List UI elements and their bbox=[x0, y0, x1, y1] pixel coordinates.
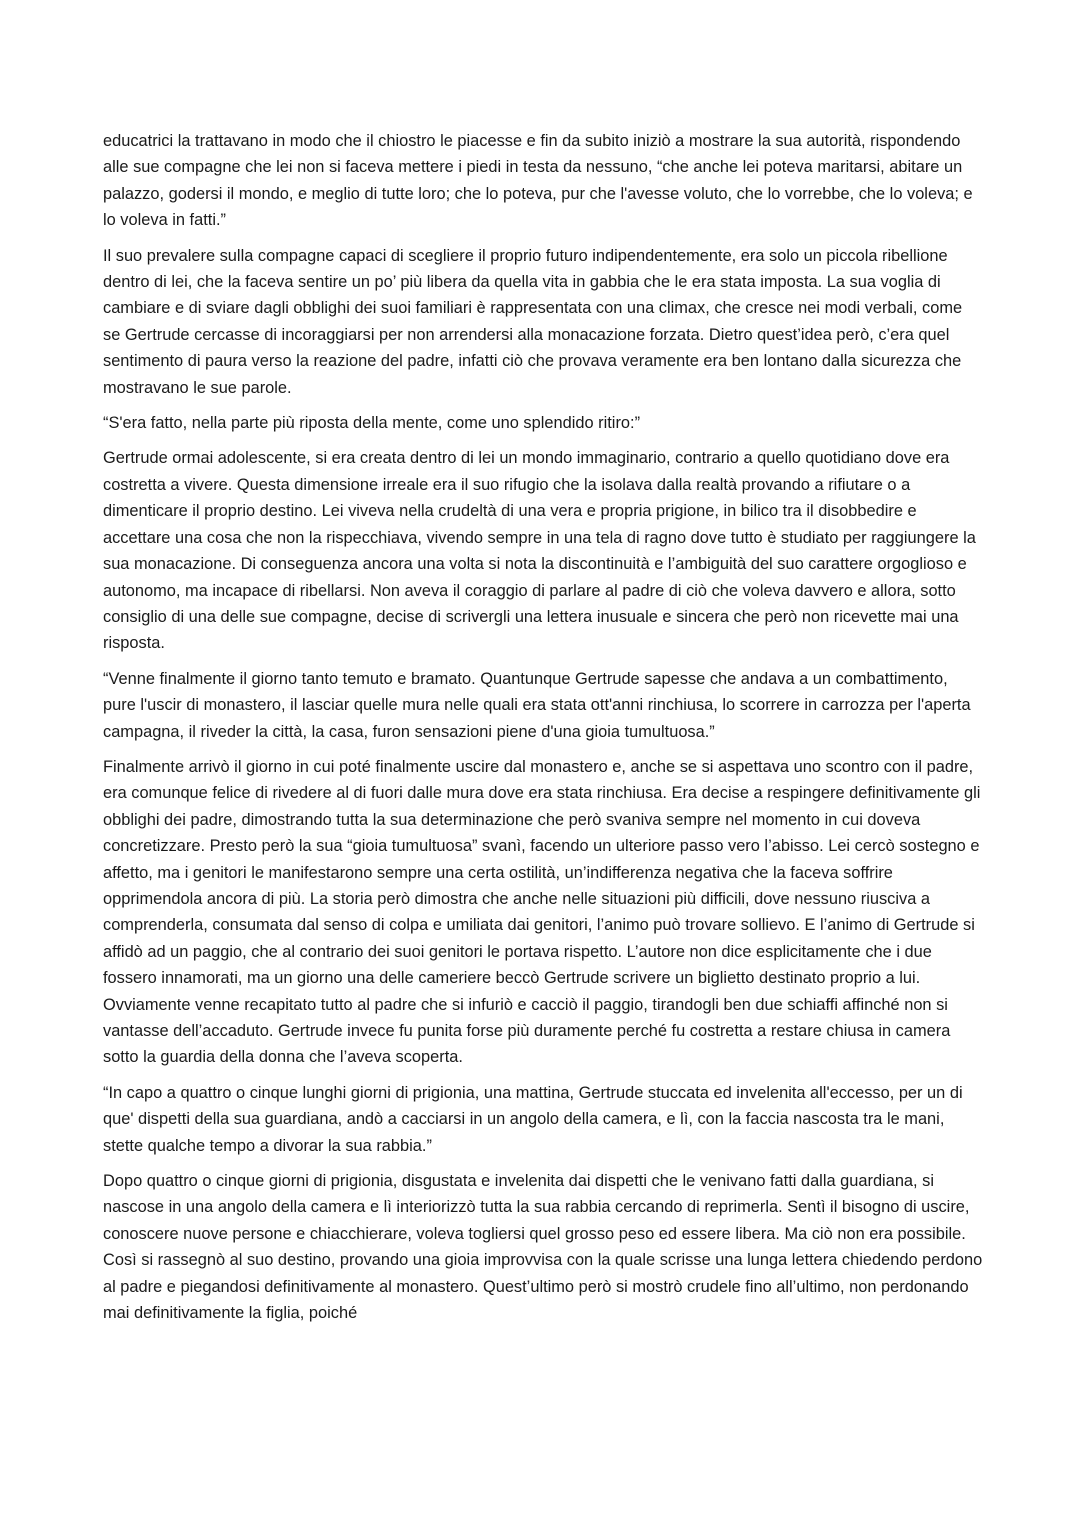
paragraph-8: Dopo quattro o cinque giorni di prigionia, disgustata e invelenita dai dispetti che le venivano fatti dalla guardiana, si nascose in una angolo della camera e lì interiorizzò tutta la sua rabbia cercando di reprimerla. Sentì il bisogno di uscire, conoscere nuove persone e chiacchierare, voleva togliersi quel grosso peso ed essere libera. Ma ciò non era possibile. Così si rassegnò al suo destino, provando una gioia improvvisa con la quale scrisse una lunga lettera chiedendo perdono al padre e piegandosi definitivamente al monastero. Quest’ultimo però si mostrò crudele fino all’ultimo, non perdonando mai definitivamente la figlia, poiché bbox=[103, 1172, 983, 1323]
document-page bbox=[103, 128, 983, 1335]
paragraph-4: Gertrude ormai adolescente, si era creata dentro di lei un mondo immaginario, contrario a quello quotidiano dove era costretta a vivere. Questa dimensione irreale era il suo rifugio che la isolava dalla realtà provando a rifiutare o a dimenticare il proprio destino. Lei viveva nella crudeltà di una vera e propria prigione, in bilico tra il disobbedire e accettare una cosa che non la rispecchiava, vivendo sempre in una tela di ragno dove tutto è studiato per raggiungere la sua monacazione. Di conseguenza ancora una volta si nota la discontinuità e l’ambiguità del suo carattere orgoglioso e autonomo, ma incapace di ribellarsi. Non aveva il coraggio di parlare al padre di ciò che voleva davvero e allora, sotto consiglio di una delle sue compagne, decise di scrivergli una lettera inusuale e sincera che però non ricevette mai una risposta. bbox=[103, 449, 976, 653]
paragraph-6: Finalmente arrivò il giorno in cui poté finalmente uscire dal monastero e, anche se si aspettava uno scontro con il padre, era comunque felice di rivedere al di fuori dalle mura dove era stata rinchiusa. Era decise a respingere definitivamente gli obblighi dei padre, dimostrando tutta la sua determinazione che però svaniva sempre nel momento in cui doveva concretizzare. Presto però la sua “gioia tumultuosa” svanì, facendo un ulteriore passo vero l’abisso. Lei cercò sostegno e affetto, ma i genitori le manifestarono sempre una certa ostilità, un’indifferenza negativa che la faceva soffrire opprimendola ancora di più. La storia però dimostra che anche nelle situazioni più difficili, dove nessuno riusciva a comprenderla, consumata dal senso di colpa e umiliata dai genitori, l’animo può trovare sollievo. E l’animo di Gertrude si affidò ad un paggio, che al contrario dei suoi genitori le portava rispetto. L’autore non dice esplicitamente che i due fossero innamorati, ma un giorno una delle cameriere beccò Gertrude scrivere un biglietto destinato proprio a lui. Ovviamente venne recapitato tutto al padre che si infuriò e cacciò il paggio, tirandogli ben due schiaffi affinché non si vantasse dell’accaduto. Gertrude invece fu punita forse più duramente perché fu costretta a restare chiusa in camera sotto la guardia della donna che l’aveva scoperta. bbox=[103, 757, 981, 1067]
paragraph-2: Il suo prevalere sulla compagne capaci di scegliere il proprio futuro indipendentemente, era solo un piccola ribellione dentro di lei, che la faceva sentire un po’ più libera da quella vita in gabbia che le era stata imposta. La sua voglia di cambiare e di sviare dagli obblighi dei suoi familiari è rappresentata con una climax, che cresce nei modi verbali, come se Gertrude cercasse di incoraggiarsi per non arrendersi alla monacazione forzata. Dietro quest’idea però, c’era quel sentimento di paura verso la reazione del padre, infatti ciò che provava veramente era ben lontano dalla sicurezza che mostravano le sue parole. bbox=[103, 246, 963, 397]
quote-paragraph-7: “In capo a quattro o cinque lunghi giorni di prigionia, una mattina, Gertrude stuccata ed invelenita all'eccesso, per un di que' dispetti della sua guardiana, andò a cacciarsi in un angolo della camera, e lì, con la faccia nascosta tra le mani, stette qualche tempo a divorar la sua rabbia.” bbox=[103, 1083, 963, 1155]
paragraph-1: educatrici la trattavano in modo che il chiostro le piacesse e fin da subito iniziò a mostrare la sua autorità, rispondendo alle sue compagne che lei non si faceva mettere i piedi in testa da nessuno, “che anche lei poteva maritarsi, abitare un palazzo, godersi il mondo, e meglio di tutte loro; che lo poteva, pur che l'avesse voluto, che lo vorrebbe, che lo voleva; e lo voleva in fatti.” bbox=[103, 132, 973, 230]
quote-paragraph-3: “S'era fatto, nella parte più riposta della mente, come uno splendido ritiro:” bbox=[103, 414, 641, 433]
quote-paragraph-5: “Venne finalmente il giorno tanto temuto e bramato. Quantunque Gertrude sapesse che andava a un combattimento, pure l'uscir di monastero, il lasciar quelle mura nelle quali era stata ott'anni rinchiusa, lo scorrere in carrozza per l'aperta campagna, il riveder la città, la casa, furon sensazioni piene d'una gioia tumultuosa.” bbox=[103, 669, 971, 741]
